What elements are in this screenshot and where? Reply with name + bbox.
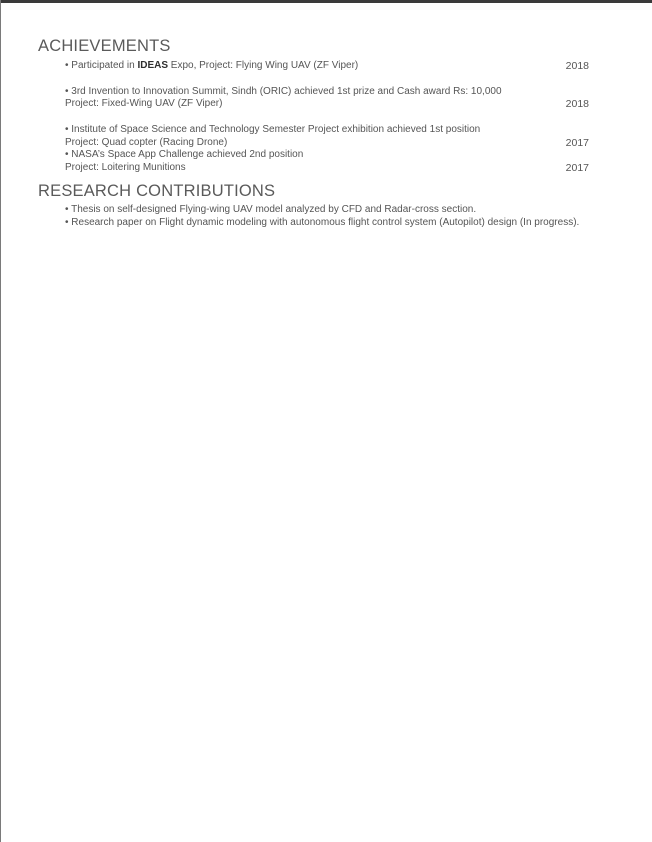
achievement-1-bold: IDEAS [137, 60, 168, 71]
achievement-4-line1: • NASA’s Space App Challenge achieved 2nd position [65, 149, 304, 160]
achievement-1-post: Expo, Project: Flying Wing UAV (ZF Viper) [168, 60, 359, 71]
achievement-1-pre: • Participated in [65, 60, 138, 71]
achievement-3-line2: Project: Quad copter (Racing Drone) [65, 137, 228, 148]
achievement-3-year: 2017 [565, 137, 589, 149]
research-item-2: • Research paper on Flight dynamic modeling with autonomous flight control system (Autopilot) design (In progress). [65, 217, 580, 228]
achievement-4-year: 2017 [565, 162, 589, 174]
achievement-2-line2: Project: Fixed-Wing UAV (ZF Viper) [65, 98, 223, 109]
top-border [0, 0, 652, 3]
achievement-2-year: 2018 [565, 98, 589, 110]
achievement-4-line2: Project: Loitering Munitions [65, 162, 186, 173]
research-item-1: • Thesis on self-designed Flying-wing UAV model analyzed by CFD and Radar-cross section. [65, 204, 477, 215]
achievement-2-line1: • 3rd Invention to Innovation Summit, Sindh (ORIC) achieved 1st prize and Cash award Rs: 10,000 [65, 86, 502, 97]
achievement-1-text [65, 60, 358, 72]
achievements-heading: ACHIEVEMENTS [38, 37, 171, 55]
achievement-3-line1: • Institute of Space Science and Technology Semester Project exhibition achieved 1st position [65, 124, 481, 135]
achievement-1-year: 2018 [565, 60, 589, 72]
research-heading: RESEARCH CONTRIBUTIONS [38, 182, 276, 200]
left-border [0, 0, 1, 842]
